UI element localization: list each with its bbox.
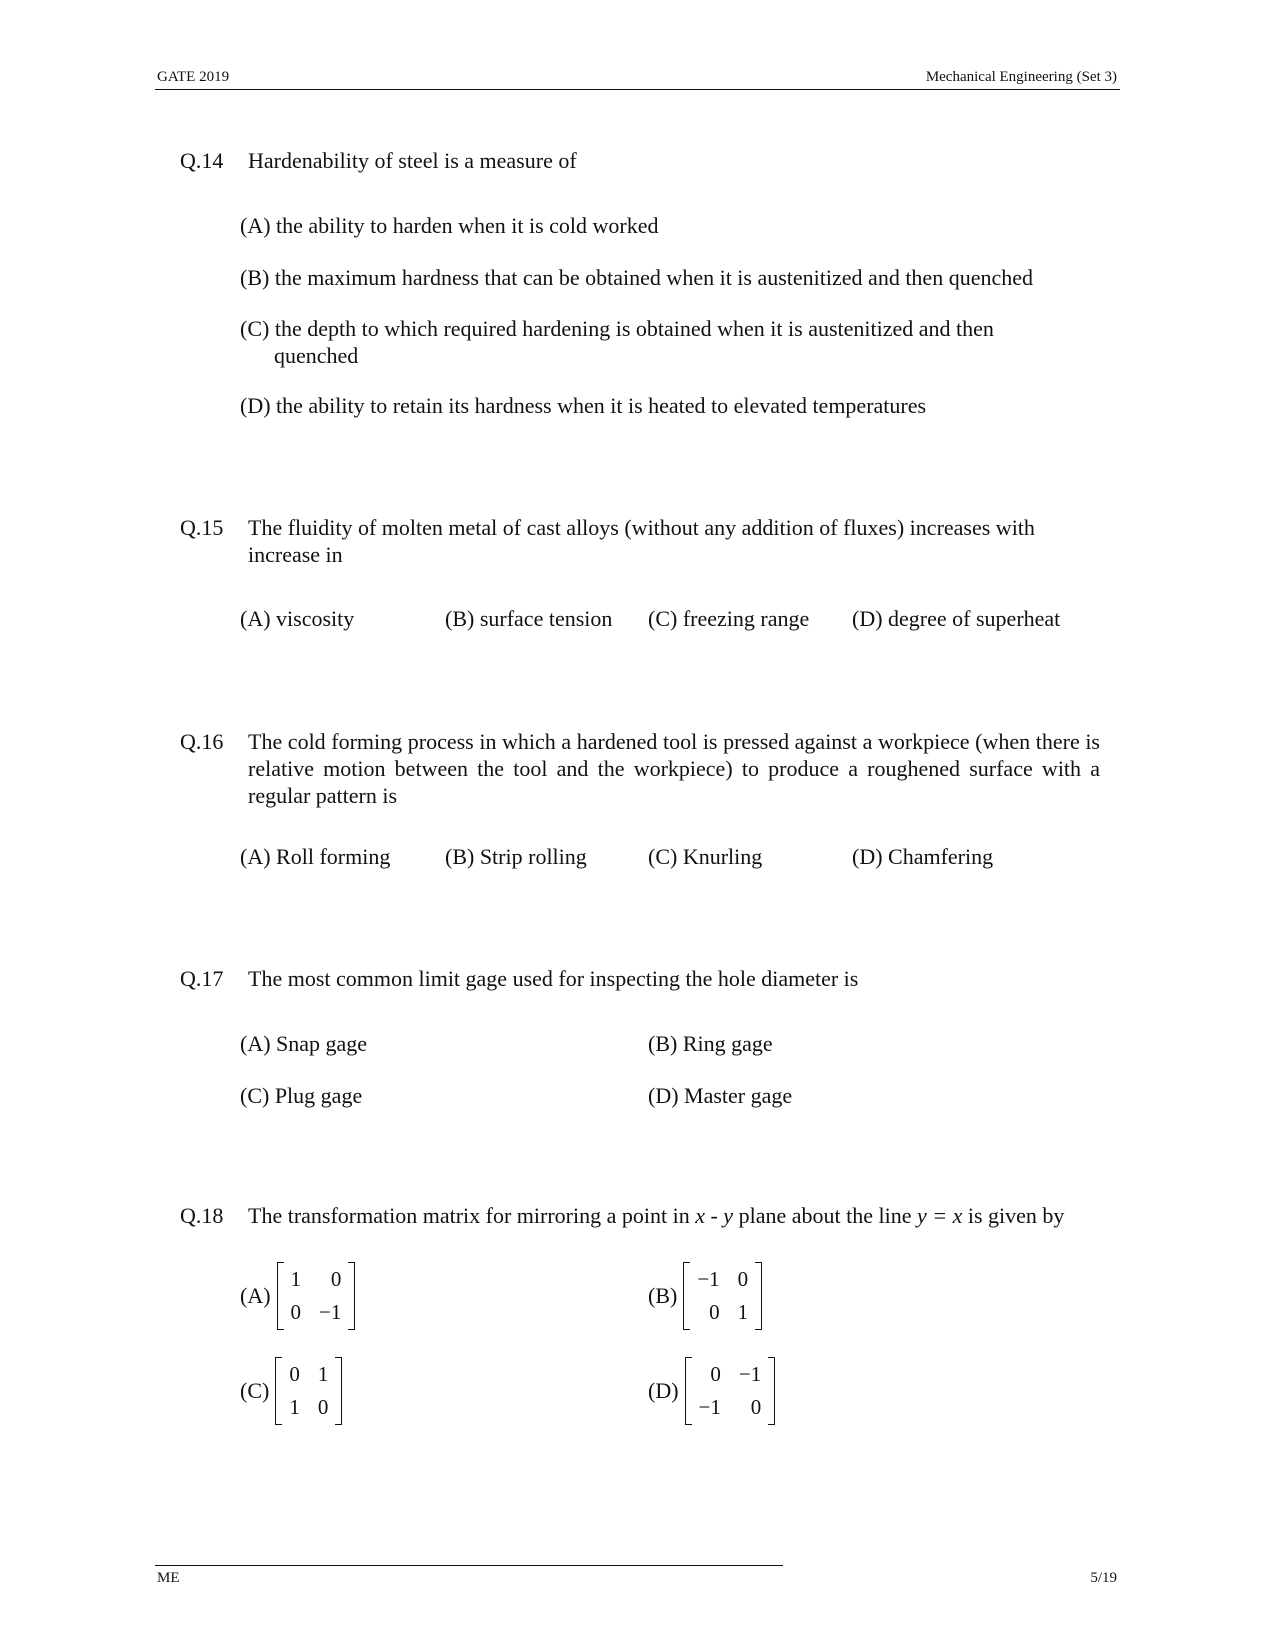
q18-option-b [648,1262,762,1330]
matrix-cell: 1 [289,1395,300,1419]
q16-option-a: (A) Roll forming [240,844,391,869]
matrix-cell: 0 [737,1267,749,1291]
question-text: Hardenability of steel is a measure of [248,148,577,173]
q15-option-b: (B) surface tension [445,606,613,631]
question-number: Q.15 [180,515,224,540]
q17-option-a: (A) Snap gage [240,1031,368,1056]
option-label: (D) [648,1378,679,1403]
q15-option-c: (C) freezing range [648,606,810,631]
math-variable: y = x [916,1203,963,1228]
matrix [685,1357,776,1425]
q14-option-c-line2: quenched [274,343,359,368]
page-number: 5/19 [1090,1570,1117,1586]
q15-option-a: (A) viscosity [240,606,355,631]
question-16 [180,728,1120,809]
q18-option-c [240,1357,342,1425]
q14-option-c-line1: (C) the depth to which required hardening is obtained when it is austenitized and then [240,316,994,341]
math-variable: x - y [695,1203,734,1228]
header-rule [155,89,1120,90]
q14-option-a: (A) the ability to harden when it is cold worked [240,213,659,238]
q17-option-b: (B) Ring gage [648,1031,773,1056]
footer-rule [155,1565,783,1566]
page-footer-left: ME [157,1570,180,1586]
question-15 [180,514,1120,568]
q14-option-d: (D) the ability to retain its hardness when it is heated to elevated temperatures [240,393,927,418]
matrix-cell: 0 [709,1300,720,1324]
option-label: (A) [240,1283,271,1308]
matrix [683,1262,762,1330]
matrix-cell: 0 [290,1300,302,1324]
question-text: The cold forming process in which a hardened tool is pressed against a workpiece (when there is relative motion between the tool and the workpiece) to produce a roughened surface with a regular pattern is [248,729,1100,808]
q16-option-c: (C) Knurling [648,844,763,869]
page-header-right: Mechanical Engineering (Set 3) [925,69,1117,85]
q18-option-a [240,1262,355,1330]
q18-option-d [648,1357,775,1425]
q14-option-b: (B) the maximum hardness that can be obtained when it is austenitized and then quenched [240,265,1033,290]
question-14 [180,147,1120,174]
matrix-cell: −1 [319,1300,342,1324]
question-number: Q.14 [180,148,224,173]
q17-option-c: (C) Plug gage [240,1083,363,1108]
q16-option-d: (D) Chamfering [852,844,994,869]
option-label: (B) [648,1283,678,1308]
q17-option-d: (D) Master gage [648,1083,793,1108]
matrix-cell: 1 [290,1267,302,1291]
question-text-part: is given by [962,1203,1065,1228]
matrix [277,1262,356,1330]
question-number: Q.17 [180,966,224,991]
matrix-cell: 0 [317,1395,329,1419]
matrix-cell: 0 [750,1395,762,1419]
matrix [275,1357,342,1425]
question-18 [180,1202,1120,1229]
matrix-cell: 1 [317,1362,329,1386]
option-label: (C) [240,1378,270,1403]
matrix-cell: 0 [330,1267,342,1291]
q15-option-d: (D) degree of superheat [852,606,1061,631]
question-text-part: The transformation matrix for mirroring a point in [248,1203,696,1228]
matrix-cell: 0 [289,1362,300,1386]
matrix-cell: −1 [698,1395,721,1419]
matrix-cell: 1 [737,1300,749,1324]
question-number: Q.16 [180,729,224,754]
matrix-cell: −1 [697,1267,720,1291]
question-text: The most common limit gage used for inspecting the hole diameter is [248,966,859,991]
page-header-left: GATE 2019 [157,69,230,85]
matrix-cell: −1 [738,1362,762,1386]
question-text [248,1202,1080,1229]
question-text-part: plane about the line [733,1203,917,1228]
q16-option-b: (B) Strip rolling [445,844,587,869]
question-text: The fluidity of molten metal of cast alloys (without any addition of fluxes) increases with increase in [248,515,1035,567]
q14-option-c [240,315,1100,369]
question-number: Q.18 [180,1203,224,1228]
matrix-cell: 0 [710,1362,721,1386]
question-17 [180,965,1120,992]
